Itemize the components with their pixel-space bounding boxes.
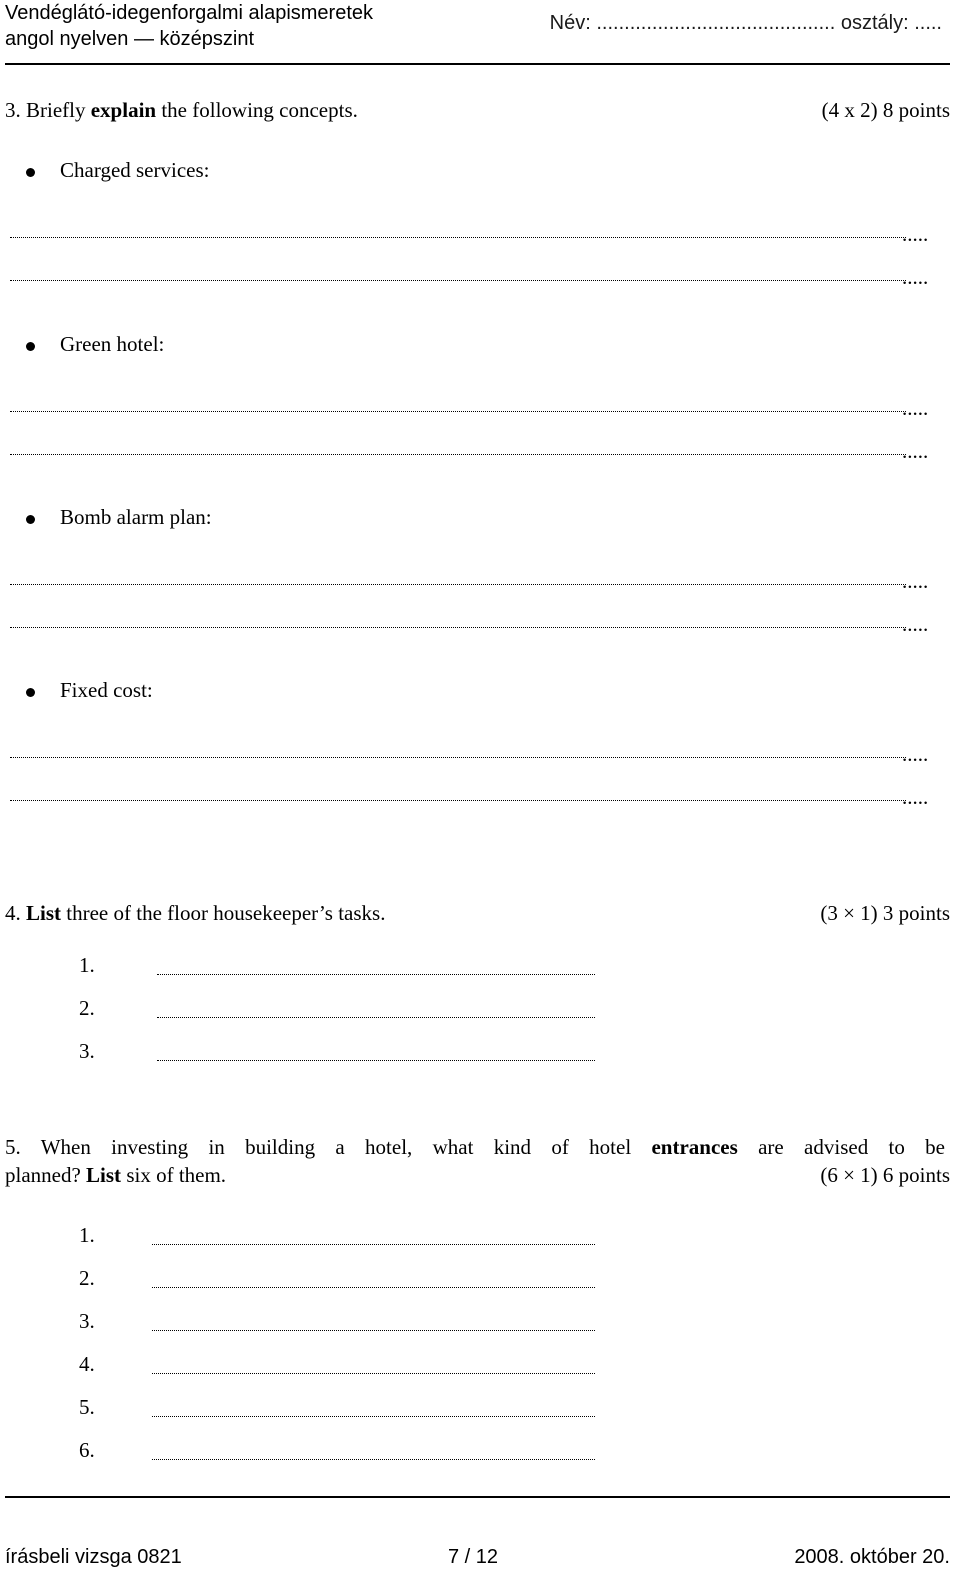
q4-item-number: 3. xyxy=(79,1039,95,1063)
answer-line[interactable] xyxy=(10,584,906,585)
q5-item-number: 1. xyxy=(79,1223,95,1247)
answer-line[interactable] xyxy=(152,1416,595,1417)
header-title xyxy=(5,0,373,52)
bullet-icon xyxy=(26,515,35,524)
bullet-icon xyxy=(26,688,35,697)
name-class-field: Név: ........................................... osztály: ..... xyxy=(549,12,942,34)
answer-line[interactable] xyxy=(157,1017,595,1018)
bullet-icon xyxy=(26,168,35,177)
answer-line[interactable] xyxy=(10,237,906,238)
footer-rule xyxy=(5,1496,950,1498)
q4-item-number: 2. xyxy=(79,996,95,1020)
footer-page-number: 7 / 12 xyxy=(448,1546,499,1568)
header-rule xyxy=(5,63,950,65)
q4-item-number: 1. xyxy=(79,953,95,977)
answer-line[interactable] xyxy=(152,1373,595,1374)
q5-item-number: 4. xyxy=(79,1352,95,1376)
q5-item-number: 2. xyxy=(79,1266,95,1290)
concept-charged-services: Charged services: xyxy=(60,158,210,182)
answer-line[interactable] xyxy=(10,411,906,412)
q5-item-number: 3. xyxy=(79,1309,95,1333)
answer-line[interactable] xyxy=(10,280,906,281)
header-title-line1: Vendéglátó-idegenforgalmi alapismeretek xyxy=(5,2,374,24)
question-3-points: (4 x 2) 8 points xyxy=(821,98,950,122)
concept-green-hotel: Green hotel: xyxy=(60,332,165,356)
footer-exam-code: írásbeli vizsga 0821 xyxy=(5,1546,182,1568)
answer-line[interactable] xyxy=(10,454,906,455)
question-4-points: (3 × 1) 3 points xyxy=(820,901,950,925)
header-title-line2: angol nyelven — középszint xyxy=(5,28,255,50)
answer-line[interactable] xyxy=(157,974,595,975)
answer-line[interactable] xyxy=(152,1287,595,1288)
answer-line[interactable] xyxy=(157,1060,595,1061)
answer-line[interactable] xyxy=(152,1330,595,1331)
answer-line[interactable] xyxy=(152,1459,595,1460)
concept-bomb-alarm-plan: Bomb alarm plan: xyxy=(60,505,212,529)
question-5-line2: planned? List six of them. xyxy=(5,1163,227,1187)
q5-item-number: 6. xyxy=(79,1438,95,1462)
concept-fixed-cost: Fixed cost: xyxy=(60,678,153,702)
bullet-icon xyxy=(26,342,35,351)
answer-line[interactable] xyxy=(152,1244,595,1245)
answer-line[interactable] xyxy=(10,757,906,758)
question-4-text: 4. List three of the floor housekeeper’s tasks. xyxy=(5,901,386,925)
answer-line[interactable] xyxy=(10,800,906,801)
question-3-text: 3. Briefly explain the following concepts. xyxy=(5,98,358,122)
q5-item-number: 5. xyxy=(79,1395,95,1419)
question-5-points: (6 × 1) 6 points xyxy=(820,1163,950,1187)
footer-date: 2008. október 20. xyxy=(794,1546,950,1568)
answer-line[interactable] xyxy=(10,627,906,628)
question-5-line1: 5. When investing in building a hotel, what kind of hotel entrances are advised to be xyxy=(5,1135,945,1159)
